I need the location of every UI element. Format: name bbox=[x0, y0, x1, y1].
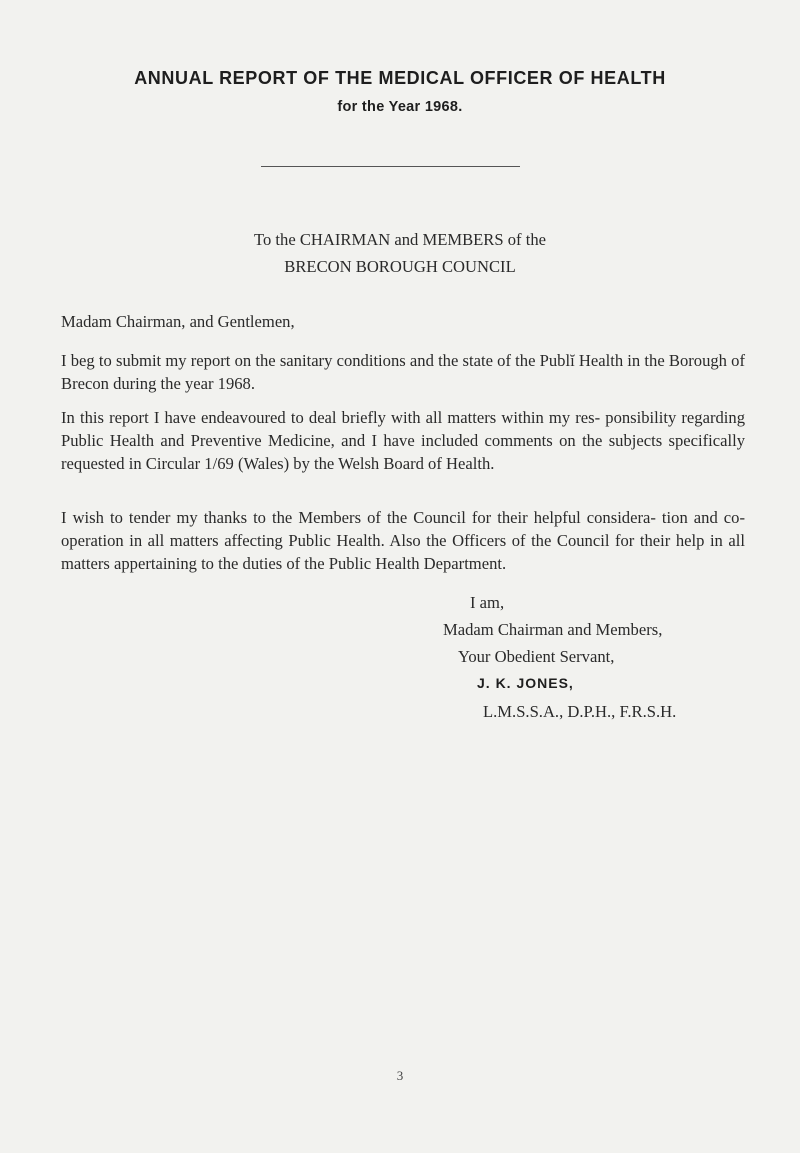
paragraph-2: In this report I have endeavoured to deal briefly with all matters within my res- ponsibility regarding Public Health and Preventive Medicine, and I have included comments on the subjects specifically requested in Circular 1/69 (Wales) by the Welsh Board of Health. bbox=[61, 408, 745, 473]
addressee-line-1: To the CHAIRMAN and MEMBERS of the bbox=[254, 230, 546, 249]
salutation: Madam Chairman, and Gentlemen, bbox=[61, 312, 295, 331]
signature-servant: Your Obedient Servant, bbox=[458, 647, 615, 666]
signatory-qualifications: L.M.S.S.A., D.P.H., F.R.S.H. bbox=[483, 702, 677, 721]
page-number: 3 bbox=[396, 1068, 404, 1083]
paragraph-3: I wish to tender my thanks to the Members of the Council for their helpful considera- tion and co-operation in all matters affecting Public Health. Also the Officers of the Council for their help in all matters appertaining to the duties of the Public Health Department. bbox=[61, 508, 745, 573]
addressee-line-2: BRECON BOROUGH COUNCIL bbox=[284, 257, 516, 276]
signatory-name: J. K. JONES, bbox=[477, 675, 574, 691]
title-divider bbox=[261, 166, 520, 167]
report-title: ANNUAL REPORT OF THE MEDICAL OFFICER OF HEALTH bbox=[134, 68, 666, 88]
signature-closing: I am, bbox=[470, 593, 505, 612]
report-subtitle: for the Year 1968. bbox=[337, 99, 463, 115]
signature-address: Madam Chairman and Members, bbox=[443, 620, 663, 639]
paragraph-1: I beg to submit my report on the sanitary conditions and the state of the Publĭ Health in the Borough of Brecon during the year 1968. bbox=[61, 351, 745, 393]
